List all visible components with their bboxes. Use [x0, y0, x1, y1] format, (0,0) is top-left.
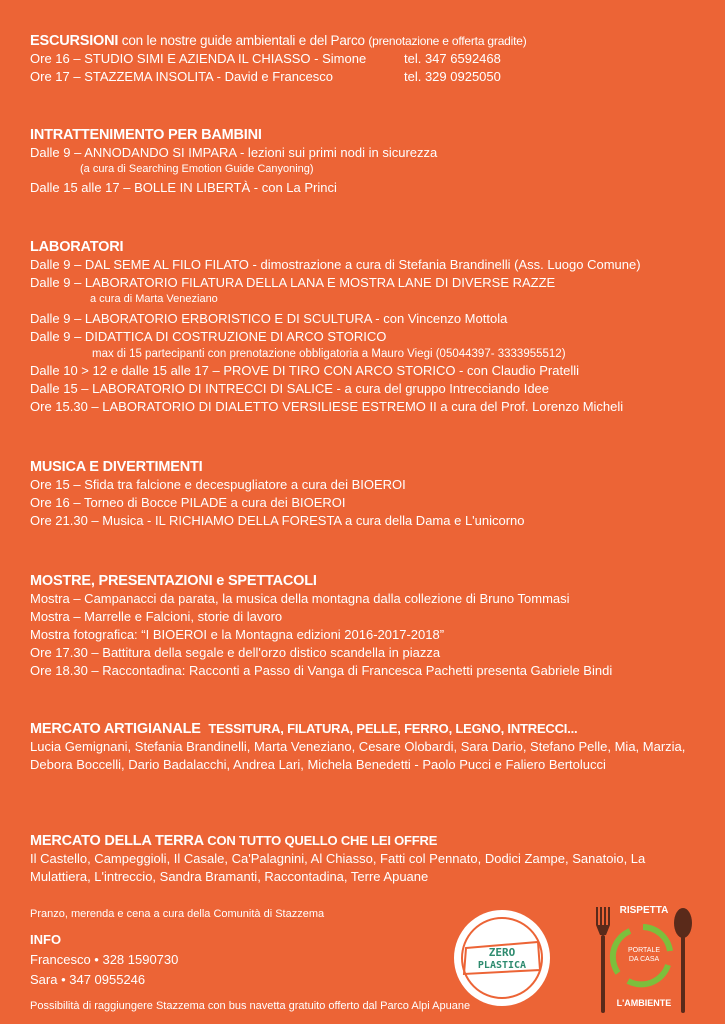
- phone-number: tel. 329 0925050: [404, 69, 501, 84]
- section-mercato-terra: [30, 832, 700, 886]
- section-bambini: [30, 126, 700, 197]
- contact-francesco: Francesco • 328 1590730: [30, 952, 179, 967]
- info-title: INFO: [30, 932, 62, 947]
- badge-text-zero: ZERO: [488, 946, 516, 959]
- list-item: Ore 16 – STUDIO SIMI E AZIENDA IL CHIASSO - Simone tel. 347 6592468: [30, 51, 501, 66]
- section-laboratori: [30, 238, 700, 416]
- list-item: Ore 17 – STAZZEMA INSOLITA - David e Francesco tel. 329 0925050: [30, 69, 501, 84]
- section-title: MOSTRE, PRESENTAZIONI e SPETTACOLI: [30, 573, 317, 589]
- list-item: Dalle 9 – DAL SEME AL FILO FILATO - dimostrazione a cura di Stefania Brandinelli (Ass. Luogo Comune): [30, 257, 641, 272]
- section-subtitle: CON TUTTO QUELLO CHE LEI OFFRE: [207, 833, 438, 848]
- paragraph: Lucia Gemignani, Stefania Brandinelli, Marta Veneziano, Cesare Olobardi, Sara Dario, Stefano Pelle, Mia, Marzia, Debora Boccelli, Dario Badalacchi, Andrea Lari, Michela Benedetti - Paolo Pucci e Faliero Bertolucci: [30, 739, 686, 772]
- section-title: INTRATTENIMENTO PER BAMBINI: [30, 127, 262, 143]
- list-item: Mostra fotografica: “I BIOEROI e la Montagna edizioni 2016-2017-2018”: [30, 627, 445, 642]
- list-item: Dalle 9 – ANNODANDO SI IMPARA - lezioni sui primi nodi in sicurezza: [30, 145, 438, 160]
- list-item: Ore 15 – Sfida tra falcione e decespugliatore a cura dei BIOEROI: [30, 477, 406, 492]
- list-item: Dalle 15 alle 17 – BOLLE IN LIBERTÀ - con La Princi: [30, 180, 337, 195]
- list-item: Ore 15.30 – LABORATORIO DI DIALETTO VERSILIESE ESTREMO II a cura del Prof. Lorenzo Micheli: [30, 399, 624, 414]
- list-item: Dalle 9 – DIDATTICA DI COSTRUZIONE DI ARCO STORICO: [30, 329, 387, 344]
- section-title: LABORATORI: [30, 239, 124, 255]
- contact-sara: Sara • 347 0955246: [30, 972, 146, 987]
- item-note: max di 15 partecipanti con prenotazione obbligatoria a Mauro Viegi (05044397- 3333955512): [92, 348, 566, 360]
- section-subtitle: TESSITURA, FILATURA, PELLE, FERRO, LEGNO, INTRECCI...: [208, 721, 578, 736]
- spoon-icon: [674, 908, 692, 1013]
- badge-text-plastica: PLASTICA: [477, 960, 527, 971]
- logo-text-dacasa: DA CASA: [628, 956, 660, 963]
- list-item: Dalle 9 – LABORATORIO FILATURA DELLA LANA E MOSTRA LANE DI DIVERSE RAZZE: [30, 275, 556, 290]
- bus-note: Possibilità di raggiungere Stazzema con bus navetta gratuito offerto dal Parco Alpi Apuane: [30, 1000, 471, 1012]
- escursioni-title-note: (prenotazione e offerta gradite): [368, 34, 527, 48]
- section-mercato-artigianale: [30, 720, 700, 774]
- section-title: [30, 32, 700, 50]
- meal-note: Pranzo, merenda e cena a cura della Comunità di Stazzema: [30, 908, 325, 920]
- section-title: MUSICA E DIVERTIMENTI: [30, 459, 203, 475]
- escursioni-title-rest: con le nostre guide ambientali e del Parco: [118, 33, 369, 48]
- section-mostre: [30, 572, 700, 680]
- rispetta-ambiente-logo: [588, 903, 698, 1015]
- item-note: a cura di Marta Veneziano: [90, 293, 218, 305]
- section-title: MERCATO DELLA TERRA CON TUTTO QUELLO CHE LEI OFFRE: [30, 833, 438, 849]
- paragraph: Il Castello, Campeggioli, Il Casale, Ca'Palagnini, Al Chiasso, Fatti col Pennato, Dodici Zampe, Sanatoio, La Mulattiera, L'intreccio, Sandra Bramanti, Raccontadina, Terre Apuane: [30, 851, 646, 884]
- list-item: Mostra – Campanacci da parata, la musica della montagna dalla collezione di Bruno Tommasi: [30, 591, 570, 606]
- section-musica: [30, 458, 700, 530]
- section-title: MERCATO ARTIGIANALE TESSITURA, FILATURA, PELLE, FERRO, LEGNO, INTRECCI...: [30, 721, 578, 737]
- list-item: Ore 17.30 – Battitura della segale e dell'orzo distico scandella in piazza: [30, 645, 441, 660]
- list-item: Ore 21.30 – Musica - IL RICHIAMO DELLA FORESTA a cura della Dama e L'unicorno: [30, 513, 525, 528]
- zero-plastica-badge: [452, 908, 552, 1008]
- logo-text-ambiente: L'AMBIENTE: [616, 998, 672, 1008]
- list-item: Ore 16 – Torneo di Bocce PILADE a cura dei BIOEROI: [30, 495, 346, 510]
- escursioni-title: ESCURSIONI: [30, 33, 119, 49]
- item-note: (a cura di Searching Emotion Guide Canyoning): [80, 163, 314, 175]
- phone-number: tel. 347 6592468: [404, 51, 501, 66]
- list-item: Ore 18.30 – Raccontadina: Racconti a Passo di Vanga di Francesca Pachetti presenta Gabriele Bindi: [30, 663, 613, 678]
- logo-text-portale: PORTALE: [627, 947, 661, 954]
- section-escursioni: [30, 32, 700, 86]
- list-item: Dalle 15 – LABORATORIO DI INTRECCI DI SALICE - a cura del gruppo Intrecciando Idee: [30, 381, 550, 396]
- list-item: Dalle 9 – LABORATORIO ERBORISTICO E DI SCULTURA - con Vincenzo Mottola: [30, 311, 508, 326]
- fork-icon: [596, 907, 610, 1013]
- list-item: Dalle 10 > 12 e dalle 15 alle 17 – PROVE DI TIRO CON ARCO STORICO - con Claudio Pratelli: [30, 363, 580, 378]
- list-item: Mostra – Marrelle e Falcioni, storie di lavoro: [30, 609, 283, 624]
- logo-text-rispetta: RISPETTA: [619, 905, 669, 916]
